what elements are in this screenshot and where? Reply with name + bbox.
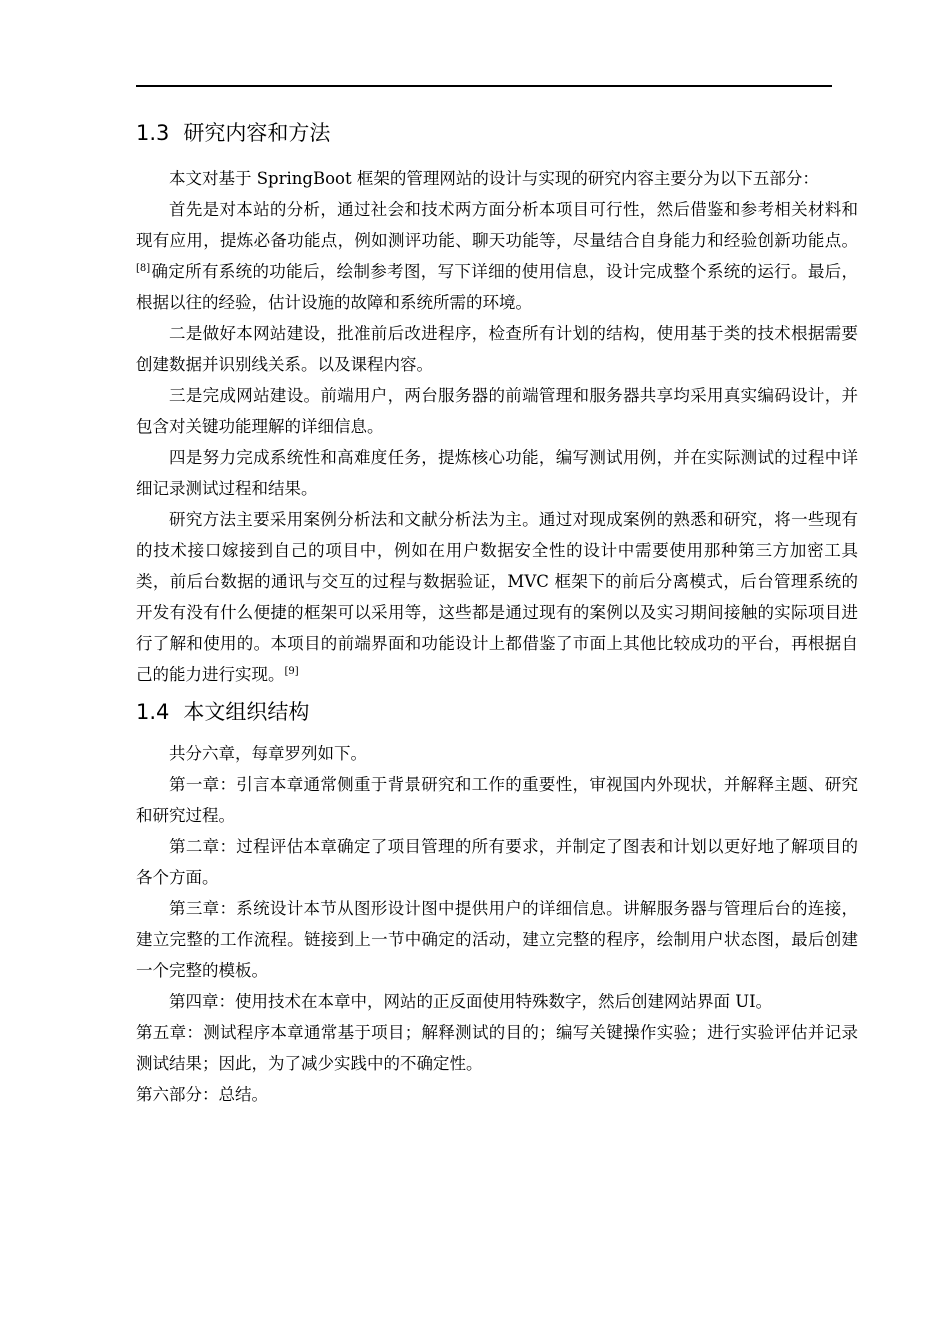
section-title: 本文组织结构 — [183, 700, 310, 724]
section-number: 1.4 — [136, 700, 170, 724]
paragraph: 第一章：引言本章通常侧重于背景研究和工作的重要性，审视国内外现状，并解释主题、研究和研究过程。 — [136, 775, 858, 825]
paragraph: 第三章：系统设计本节从图形设计图中提供用户的详细信息。讲解服务器与管理后台的连接，建立完整的工作流程。链接到上一节中确定的活动，建立完整的程序，绘制用户状态图，最后创建一个完整的模板。 — [136, 899, 858, 980]
paragraph-text: 首先是对本站的分析，通过社会和技术两方面分析本项目可行性，然后借鉴和参考相关材料和现有应用，提炼必备功能点，例如测评功能、聊天功能等，尽量结合自身能力和经验创新功能点。 — [136, 200, 858, 250]
header-rule — [136, 85, 832, 87]
paragraph: 第二章：过程评估本章确定了项目管理的所有要求，并制定了图表和计划以更好地了解项目的各个方面。 — [136, 837, 858, 887]
section-title: 研究内容和方法 — [183, 121, 331, 145]
paragraph — [136, 194, 858, 318]
section-number: 1.3 — [136, 121, 170, 145]
citation-ref: [9] — [284, 666, 299, 677]
paragraph — [136, 504, 858, 690]
citation-ref: [8] — [136, 263, 151, 274]
paragraph: 第五章：测试程序本章通常基于项目；解释测试的目的；编写关键操作实验；进行实验评估并记录测试结果；因此，为了减少实践中的不确定性。 — [136, 1023, 858, 1073]
paragraph: 共分六章，每章罗列如下。 — [169, 744, 367, 763]
paragraph-text: 确定所有系统的功能后，绘制参考图，写下详细的使用信息，设计完成整个系统的运行。最后，根据以往的经验，估计设施的故障和系统所需的环境。 — [136, 262, 858, 312]
paragraph: 第六部分：总结。 — [136, 1085, 268, 1104]
paragraph: 三是完成网站建设。前端用户，两台服务器的前端管理和服务器共享均采用真实编码设计，并包含对关键功能理解的详细信息。 — [136, 386, 858, 436]
paragraph-text: 研究方法主要采用案例分析法和文献分析法为主。通过对现成案例的熟悉和研究，将一些现有的技术接口嫁接到自己的项目中，例如在用户数据安全性的设计中需要使用那种第三方加密工具类，前后台数据的通讯与交互的过程与数据验证，MVC 框架下的前后分离模式，后台管理系统的开发有没有什么便捷的框架可以采用等，这些都是通过现有的案例以及实习期间接触的实际项目进行了解和使用的。本项目的前端界面和功能设计上都借鉴了市面上其他比较成功的平台，再根据自己的能力进行实现。 — [136, 510, 858, 684]
paragraph: 四是努力完成系统性和高难度任务，提炼核心功能，编写测试用例，并在实际测试的过程中详细记录测试过程和结果。 — [136, 448, 858, 498]
section-heading-1-3 — [136, 117, 858, 149]
section-heading-1-4 — [136, 696, 858, 728]
document-body — [136, 117, 858, 1110]
paragraph: 二是做好本网站建设，批准前后改进程序，检查所有计划的结构，使用基于类的技术根据需要创建数据并识别线关系。以及课程内容。 — [136, 324, 858, 374]
paragraph: 本文对基于 SpringBoot 框架的管理网站的设计与实现的研究内容主要分为以下五部分： — [169, 169, 819, 188]
paragraph: 第四章：使用技术在本章中，网站的正反面使用特殊数字，然后创建网站界面 UI。 — [169, 992, 773, 1011]
